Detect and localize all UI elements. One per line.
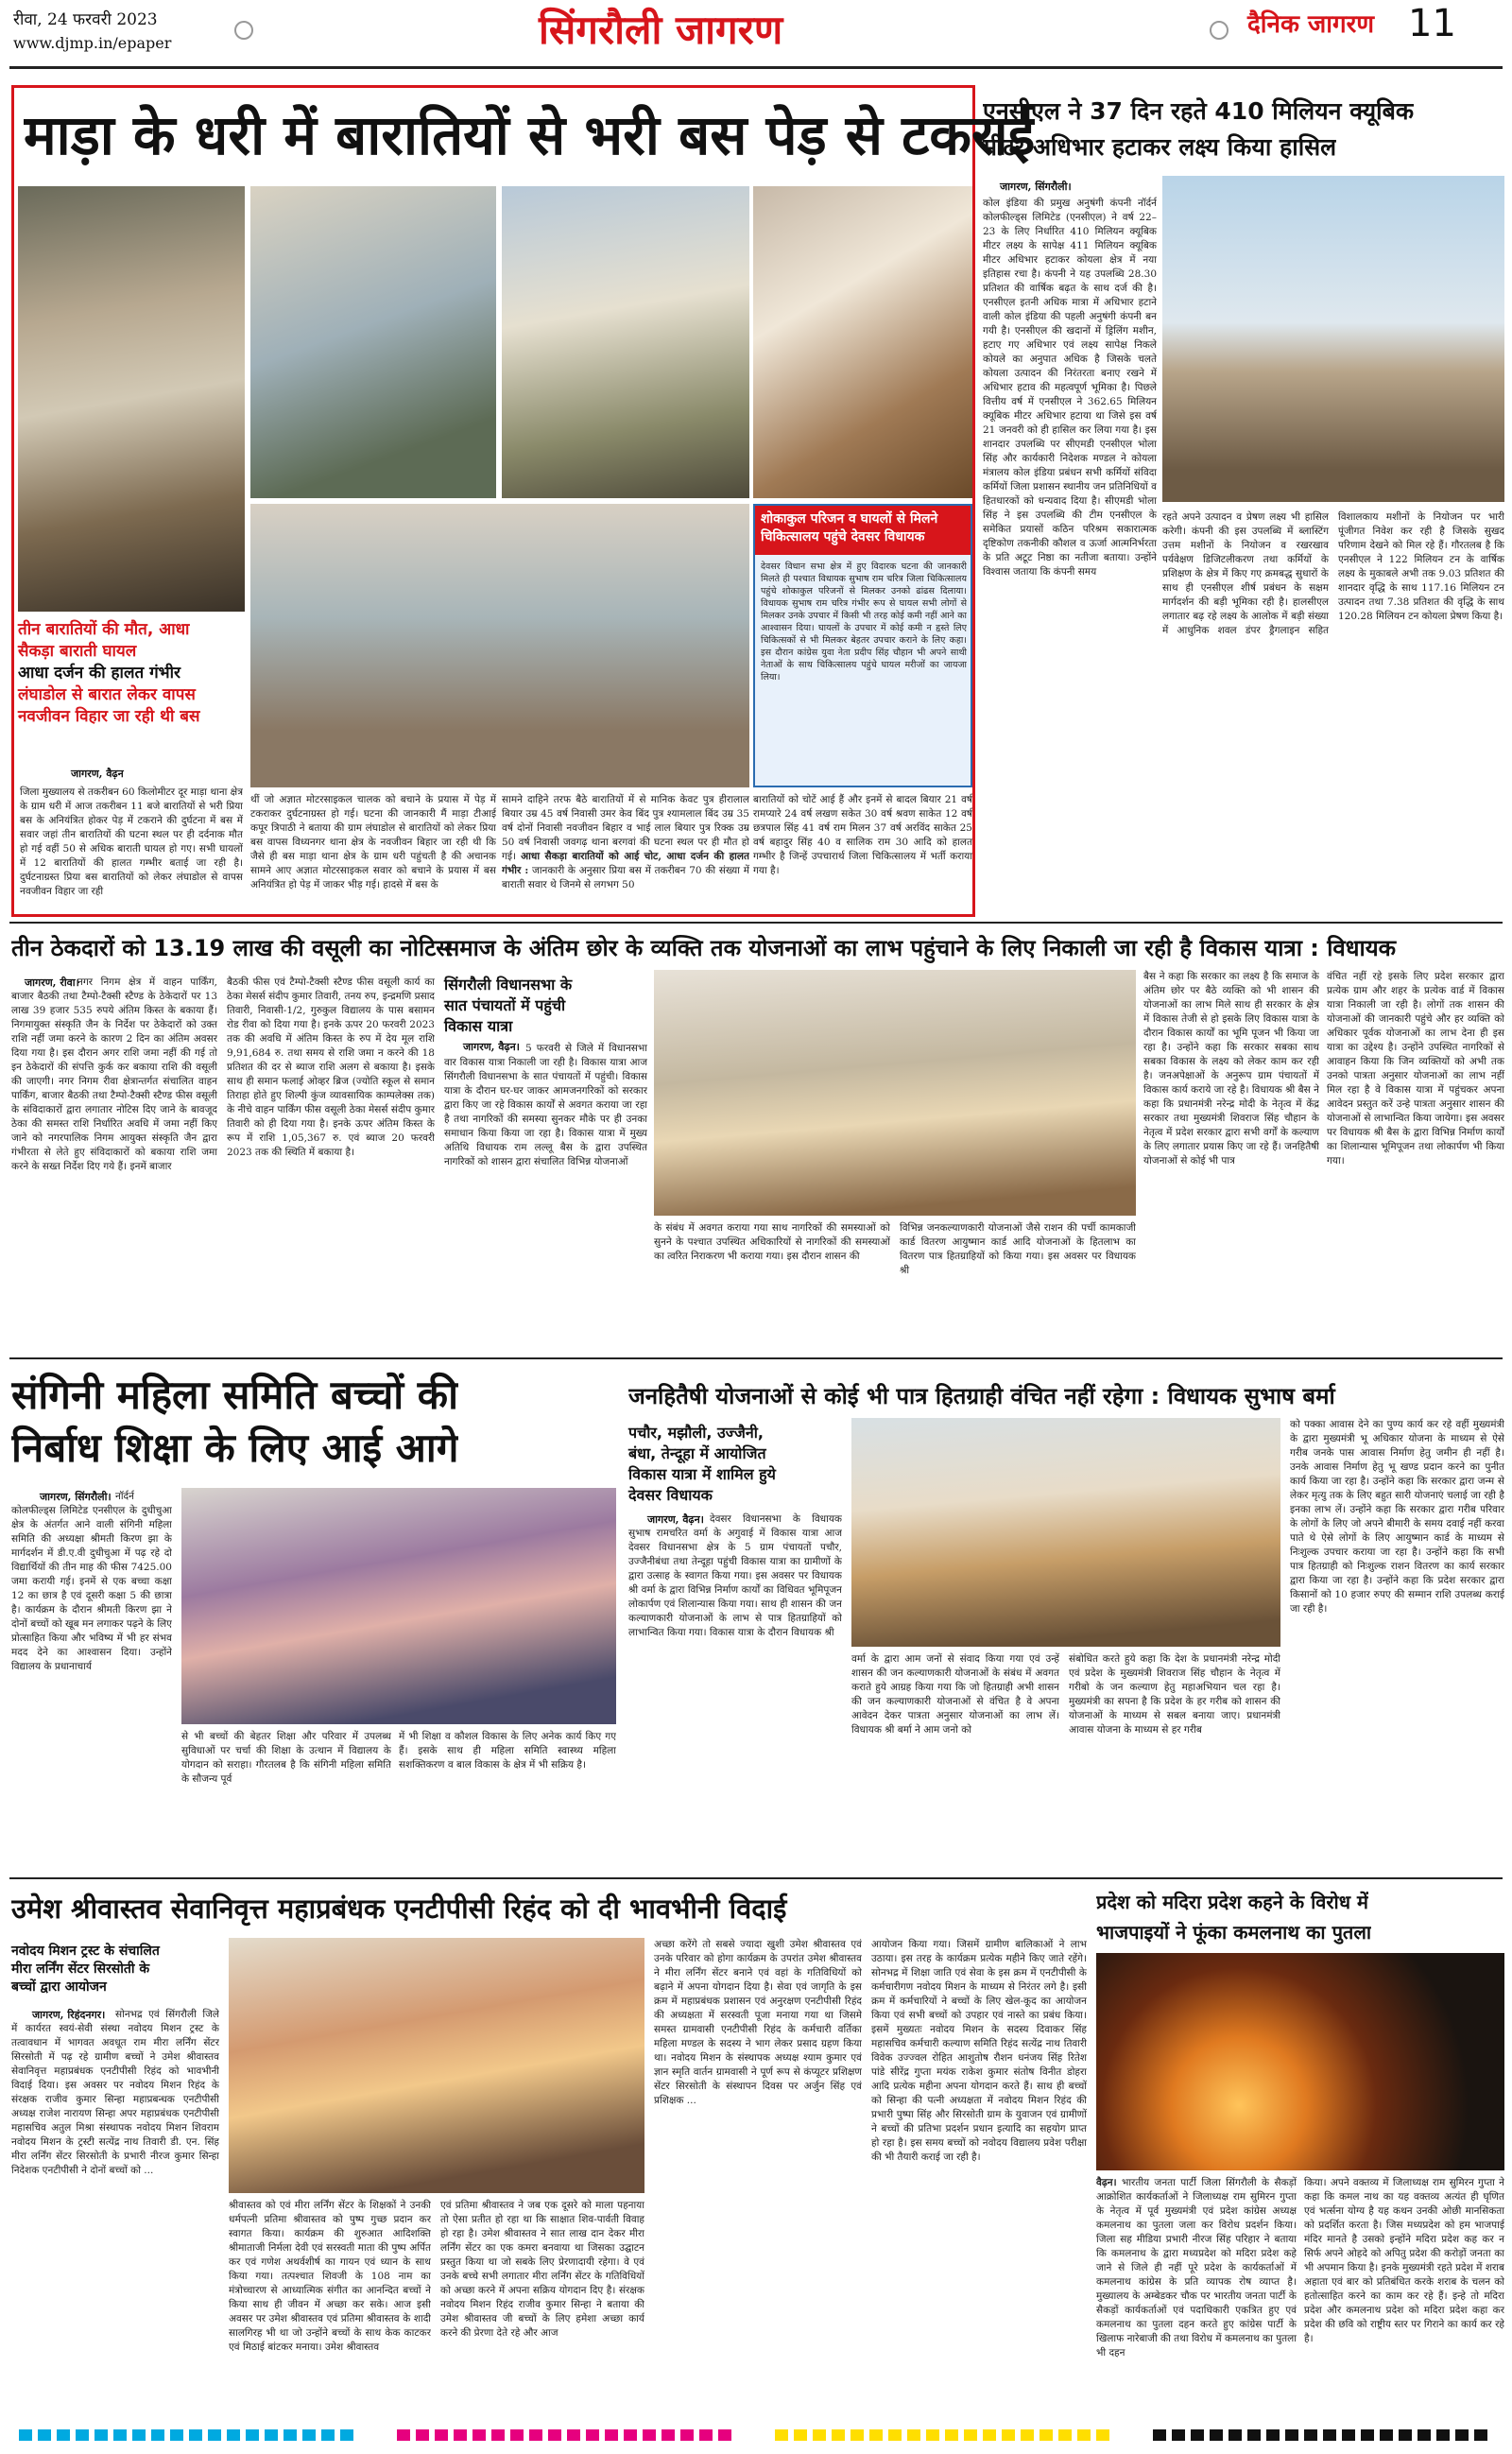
- subhead: [444, 974, 647, 1036]
- body-col3: एवं प्रतिमा श्रीवास्तव ने जब एक दूसरे को माला पहनाया तो ऐसा प्रतीत हो रहा था कि साक्षात शिव-पार्वती विवाह हो रहा है। उमेश श्रीवास्तव ने सात लाख दान देकर मीरा लर्निंग सेंटर का एक कमरा बनवाया था जिसका उद्घाटन प्रस्तुत किया था जो सबके लिए प्रेरणादायी रहेगा। वे एवं उनके बच्चे सभी लगातार मीरा लर्निंग सेंटर के गतिविधियों को अच्छा करने में अपना सक्रिय योगदान दिए है। संरक्षक नवोदय मिशन रिहंद राजीव कुमार सिन्हा ने बताया की उमेश श्रीवास्तव जी बच्चों के लिए हमेशा अच्छा कार्य करने की प्रेरणा देते रहे और आज: [440, 2200, 644, 2339]
- subhead-line4: देवसर विधायक: [628, 1486, 713, 1504]
- photo-hospital-ward: [753, 186, 972, 498]
- box-title: [755, 506, 971, 555]
- byline: जागरण, सिंगरौली।: [1000, 181, 1072, 193]
- color-swatch-cyan: [19, 2429, 359, 2441]
- color-swatch-black: [1153, 2429, 1493, 2441]
- headline: उमेश श्रीवास्तव सेवानिवृत्त महाप्रबंधक एनटीपीसी रिहंद को दी भावभीनी विदाई: [11, 1892, 787, 1925]
- body-col3b-text: जानकारी के अनुसार प्रिया बस में तकरीबन 70 की संख्या में बाराती सवार थे जिनमे से लगभग 50: [502, 865, 749, 890]
- print-color-bar: [0, 2416, 1512, 2454]
- body-col4: अच्छा करेंगे तो सबसे ज्यादा खुशी उमेश श्रीवास्तव एवं उनके परिवार को होगा कार्यक्रम के उपरांत उमेश श्रीवास्तव ने मीरा लर्निंग सेंटर बनाने एवं वहां के गतिविधियों को बढ़ाने में अपना योगदान दिया है। सेवा एवं जागृति के इस क्रम में महाप्रबंधक प्रशासन एवं अनुरक्षण एनटीपीसी रिहंद की अध्यक्षता में सरस्वती पूजा मनाया गया था जिसमे समस्त ग्रामवासी एनटीपीसी रिहंद के कर्मचारी वर्तिका महिला मण्डल के सदस्य ने भाग लेकर प्रसाद ग्रहण किया था। नवोदय मिशन के संस्थापक अध्यक्ष श्याम कुमार एवं ज्ञान स्मृति वार्तन ग्रामवासी ने पूर्ण रूप से कंप्यूटर प्रशिक्षण सेंटर सिरसोती के संस्थापन दिवस पर अर्जुन सिंह एवं प्रशिक्षक ...: [654, 1939, 862, 2106]
- subhead-line1: पचौर, मझौली, उज्जैनी,: [628, 1424, 764, 1442]
- byline: जागरण, वैढ़न: [71, 768, 124, 780]
- subhead-line2: मीरा लर्निंग सेंटर सिरसोती के: [11, 1961, 150, 1977]
- photo-farewell-couple: [229, 1938, 644, 2193]
- body-col1: सोनभद्र एवं सिंगरौली जिले में कार्यरत स्वयं-सेवी संस्था नवोदय मिशन ट्रस्ट के तत्वावधान में भागवत अवधूत राम मीरा लर्निंग सेंटर सिरसोती में पढ़ रहे ग्रामीण बच्चों ने उमेश श्रीवास्तव सेवानिवृत्त महाप्रबंधक एनटीपीसी रिहंद को भावभीनी विदाई दिया। इस अवसर पर नवोदय मिशन रिहंद के संरक्षक राजीव कुमार सिन्हा महाप्रबन्धक एनटीपीसी अध्यक्ष राजेश नारायण सिन्हा अपर महाप्रबंधक एनटीपीसी महासचिव अतुल मिश्रा संस्थापक नवोदय मिशन शिवराम नवोदय मिशन के ट्रस्टी सत्येंद्र नाथ तिवारी डी. एन. सिंह मीरा लर्निंग सेंटर सिरसोती के प्रभारी नीरज कुमार सिन्हा निदेशक एनटीपीसी ने दोनों बच्चों को ...: [11, 2009, 219, 2176]
- body-col1: नॉर्दर्न कोलफील्ड्स लिमिटेड एनसीएल के दुधीचुआ क्षेत्र के अंतर्गत आने वाली संगिनी महिला समिति की अध्यक्षा श्रीमती किरण झा के मार्गदर्शन में डी.ए.वी दुधीचुआ में पढ़ रहे दो विद्यार्थियों की तीन माह की फीस 7425.00 जमा करायी गई। इनमें से एक बच्चा कक्षा 12 का छात्र है एवं दूसरी कक्षा 5 की छात्रा है। कार्यक्रम के दौरान श्रीमती किरण झा ने दोनों बच्चों को खूब मन लगाकर पढ़ने के लिए प्रोत्साहित किया और भविष्य में भी हर संभव मदद देने का आश्वासन दिया। उन्होंने विद्यालय के प्रधानाचार्य: [11, 1491, 172, 1672]
- body-col1: 5 फरवरी से जिले में विधानसभा वार विकास यात्रा निकाली जा रही है। विकास यात्रा आज सिंगरौली विधानसभा के सात पंचायतों में पहुंची। विकास यात्रा के दौरान घर-घर जाकर आमजनगरिकों को सरकार द्वारा किए जा रहे विकास कार्यों से अवगत कराया जा रहा है तथा नागरिकों की समस्या सुनकर मौके पर ही उनका समाधान किया किया जा रहा है। विकास यात्रा में मुख्य अतिथि विधायक राम लल्लू बैस के द्वारा उपस्थित नागरिकों को शासन द्वारा संचालित विभिन्न योजनाओं: [444, 1043, 647, 1167]
- headline: जनहितैषी योजनाओं से कोई भी पात्र हितग्राही वंचित नहीं रहेगा : विधायक सुभाष बर्मा: [628, 1383, 1335, 1409]
- box-title-line1: शोकाकुल परिजन व घायलों से मिलने: [761, 511, 938, 527]
- body-col2: वर्मा के द्वारा आम जनों से संवाद किया गया एवं उन्हें शासन की जन कल्याणकारी योजनाओं के संबंध में अवगत कराते हुये आग्रह किया गया कि जो हितग्राही अभी शासन की जन कल्याणकारी योजनाओं से वंचित है वे अपना आवेदन देकर पात्रता अनुसार योजनाओं का लाभ लें। विधायक श्री बर्मा ने आम जनो को: [851, 1653, 1059, 1736]
- photo-effigy-fire: [1096, 1953, 1504, 2170]
- headline: तीन ठेकदारों को 13.19 लाख की वसूली का नोटिस: [11, 935, 452, 961]
- body-col2: बैठकी फीस एवं टैम्पो-टैक्सी स्टैण्ड फीस वसूली कार्य का ठेका मेसर्स संदीप कुमार तिवारी, तनय रुप, इन्द्रमणि प्रसाद तिवारी, निवासी-1/2, गुरुकुल विद्यालय के पास बसामन रोड रीवा को दिया गया है। इनके ऊपर 20 फरवरी 2023 तक की अवधि में अंतिम किस्त के रुप में देय मूल राशि 9,91,684 रु. तथा समय से राशि जमा न करने की 18 प्रतिशत की दर से ब्याज राशि अलग से बकाया है। इसके साथ ही समान फलाई ओव्हर ब्रिज (ज्योति स्कूल से समान तिराहा होते हुए शिल्पी कुंज व्यावसायिक काम्पलेक्स तक) के नीचे वाहन पार्किंग फीस वसूली ठेका मेसर्स संदीप कुमार तिवारी को ही दिया गया है। इनके ऊपर अंतिम किस्त के रूप में राशि 1,05,367 रु. एवं ब्याज 20 फरवरी 2023 तक की स्थिति में बकाया है।: [227, 976, 435, 1158]
- color-swatch-magenta: [397, 2429, 737, 2441]
- subhead-line3: विकास यात्रा: [444, 1017, 513, 1035]
- photo-sangini-group: [181, 1488, 616, 1724]
- kicker-line3: आधा दर्जन की हालत गंभीर: [18, 664, 180, 683]
- body-col3: संबोधित करते हुये कहा कि देश के प्रधानमंत्री नरेन्द्र मोदी एवं प्रदेश के मुख्यमंत्री शिवराज सिंह चौहान के नेतृत्व में गरीबो के जन कल्याण हेतु महाअभियान चल रहा है। मुख्यमंत्री का सपना है कि प्रदेश के हर गरीब को शासन की योजनाओं के माध्यम से सबल बनाया जाए। प्रधानमंत्री आवास योजना के माध्यम से हर गरीब: [1069, 1653, 1280, 1736]
- body-col1: जिला मुख्यालय से तकरीबन 60 किलोमीटर दूर माड़ा थाना क्षेत्र के ग्राम धरी में आज तकरीबन 11 बजे बारातियों से भरी प्रिया बस के अनियंत्रित होकर पेड़ में टकराने की दुर्घटना में बस में सवार जहां तीन बारातियों की घटना स्थल पर ही दर्दनाक मौत हो गई वहीं 50 से अधिक बाराती घायल हो गए। सभी घायलों में 12 बारातियों की हालत गम्भीर बताई जा रही है। दुर्घटनाग्रस्त प्रिया बस बारातियों को लेकर लंघाडोल से वापस नवजीवन विहार जा रही: [20, 786, 243, 897]
- subhead: [628, 1422, 842, 1505]
- body-col3: [502, 793, 749, 912]
- headline: समाज के अंतिम छोर के व्यक्ति तक योजनाओं का लाभ पहुंचाने के लिए निकाली जा रही है विकास यात्रा : विधायक: [444, 935, 1397, 961]
- masthead: [0, 0, 1512, 76]
- byline: जागरण, रीवा।: [25, 976, 79, 989]
- kicker-line5: नवजीवन विहार जा रही थी बस: [18, 707, 200, 726]
- sub-head: आधा सैकड़ा बारातियों को आई चोट, आधा दर्जन की हालत गंभीर :: [502, 851, 749, 876]
- subhead-line1: नवोदय मिशन ट्रस्ट के संचालित: [11, 1944, 160, 1959]
- story-sangini-samiti: [11, 1361, 616, 1872]
- headline: माड़ा के धरी में बारातियों से भरी बस पेड़ से टकराई: [24, 103, 1036, 167]
- headline-line2: मीटर अधिभार हटाकर लक्ष्य किया हासिल: [983, 133, 1337, 161]
- body-col1: नगर निगम क्षेत्र में वाहन पार्किंग, बाजार बैठकी तथा टैम्पो-टैक्सी स्टैण्ड के ठेकेदारों पर 13 लाख 39 हजार 535 रुपये अंतिम किस्त के बकाया हैं। निगमायुक्त संस्कृति जैन के निर्देश पर ठेकेदारों को उक्त राशि नहीं जमा करने के कारण 2 दिन का अंतिम अवसर दिया गया है। इस दौरान अगर राशि जमा नहीं की गई तो इन ठेकेदारों की संपत्ति कुर्क कर बकाया राशि की वसूली की जाएगी। नगर निगम रीवा क्षेत्रान्तर्गत संचालित वाहन पार्किंग, बाजार बैठकी तथा टैम्पो-टैक्सी स्टैण्ड फीस वसूली के संविदाकारों द्वारा लगातार नोटिस दिए जाने के बावजूद ठेका की समस्त राशि निर्धारित अवधि में जमा नहीं किए जाने को नगरपालिक निगम आयुक्त संस्कृति जैन द्वारा गंभीरता से लेते हुए संविदाकारों को बकाया राशि जमा करने के सख्त निर्देश दिए गये हैं। इनमें बाजार: [11, 976, 217, 1172]
- body-col1: कोल इंडिया की प्रमुख अनुषंगी कंपनी नॉर्दर्न कोलफील्ड्स लिमिटेड (एनसीएल) ने वर्ष 22–23 के लिए निर्धारित 410 मिलियन क्यूबिक मीटर लक्ष्य के सापेक्ष 411 मिलियन क्यूबिक मीटर अधिभार हटाकर कोयला क्षेत्र में नया इतिहास रचा है। कंपनी ने यह उपलब्धि 28.30 प्रतिशत की वार्षिक बढ़त के साथ दर्ज की है। एनसीएल इतनी अधिक मात्रा में अधिभार हटाने वाली कोल इंडिया की पहली अनुषंगी कंपनी बन गयी है। एनसीएल की खदानों में ड्रिलिंग मशीन, हटाए गए अधिभार एवं लक्ष्य सापेक्ष निकले कोयले का अनुपात अधिक है जिसके चलते कोयला उत्पादन की निरंतरता बनाए रखने में अधिभार हटाव की महत्वपूर्ण भूमिका है। पिछले वित्तीय वर्ष में एनसीएल ने 362.65 मिलियन क्यूबिक मीटर अधिभार हटाया था जिसे इस वर्ष 21 जनवरी को ही हासिल कर लिया गया है। इस शानदार उपलब्धि पर सीएमडी एनसीएल भोला सिंह और कार्यकारी निदेशक मण्डल ने कोयला मंत्रालय कोल इंडिया प्रबंधन सभी कर्मियों संविदा कर्मियों जिला प्रशासन स्थानीय जन प्रतिनिधियों व हितधारकों को धन्यवाद दिया है। सीएमडी भोला सिंह ने इस उपलब्धि की टीम एनसीएल के समेकित प्रयासों कठिन परिश्रम सकारात्मक दृष्टिकोण तकनीकी कौशल व ऊर्जा आत्मनिर्भरता के प्रति अटूट निष्ठा का नतीजा बताया। उन्होंने विश्वास जताया कि कंपनी समय: [983, 198, 1157, 578]
- edition-title: सिंगरौली जागरण: [539, 7, 783, 53]
- body-col2: किया। अपने वक्तव्य में जिलाध्यक्ष राम सुमिरन गुप्ता ने कहा कि कमल नाथ का यह वक्तव्य अत्यंत ही घृणित एवं भर्त्सना योग्य है यह कथन उनकी ओछी मानसिकता को प्रदर्शित करता है। जिस मध्यप्रदेश को हम भाजपाई मंदिर मानते है उसको इन्होंने मदिरा प्रदेश कह कर न सिर्फ अपने ओहदे को अपितु प्रदेश की करोड़ों जनता का भी अपमान किया है। इनके मुख्यमंत्री रहते प्रदेश में शराब अहाता एवं बार को प्रतिबंधित करके शराब के चलन को हतोत्साहित करने का काम कर रहे हैं। इन्हे तो मदिरा प्रदेश और कमलनाथ प्रदेश को मदिरा प्रदेश कहा कर प्रदेश की छवि को राष्ट्रीय स्तर पर गिराने का कार्य कर रहे है।: [1304, 2177, 1504, 2344]
- body-col1: [1096, 2176, 1297, 2405]
- body-col4: बैस ने कहा कि सरकार का लक्ष्य है कि समाज के अंतिम छोर पर बैठे व्यक्ति को भी शासन की योजनाओं का लाभ मिले साथ ही सरकार के क्षेत्र में विकास तेजी से हो इसके लिए विकास यात्रा के दौरान विकास कार्यों का भूमि पूजन भी किया जा रहा है। उन्होंने कहा कि सरकार सबका साथ सबका विकास के लक्ष्य को लेकर काम कर रही है। जनअपेक्षाओं के अनुरूप ग्राम पंचायतों में विकास कार्य कराये जा रहे है। विधायक श्री बैस ने कहा कि प्रधानमंत्री नरेन्द्र मोदी के नेतृत्व में केंद्र सरकार तथा मुख्यमंत्री शिवराज सिंह चौहान के नेतृत्व में प्रदेश सरकार द्वारा सभी वर्गों के कल्याण के लिए लगातार प्रयास किए जा रहे हैं। जनहितैषी योजनाओं से कोई भी पात्र: [1143, 971, 1319, 1167]
- photo-wrecked-bus: [18, 186, 245, 612]
- box-title-line2: चिकित्सालय पहुंचे देवसर विधायक: [761, 529, 925, 544]
- kicker-line4: लंघाडोल से बारात लेकर वापस: [18, 685, 196, 704]
- byline: जागरण, सिंगरौली।: [40, 1491, 112, 1503]
- body-col2: रहते अपने उत्पादन व प्रेषण लक्ष्य भी हासिल करेगी। कंपनी की इस उपलब्धि में ब्लास्टिंग उत्तम मशीनों के नियोजन व रखरखाव पर्यवेक्षण डिजिटलीकरण तथा कर्मियों के प्रशिक्षण के क्षेत्र में किए गए क्रमबद्ध सुधारों के साथ ही एनसीएल शीर्ष प्रबंधन के सक्षम मार्गदर्शन की बड़ी भूमिका रही है। हालसीएल लगातार बढ़ रहे लक्ष्य के आलोक में बड़ी संख्या में आधुनिक शवल डंपर ड्रैगलाइन सहित विशालकाय मशीनों के नियोजन पर भारी पूंजीगत निवेश कर रही है जिसके सुखद परिणाम देखने को मिल रहे हैं। गौरतलब है कि एनसीएल ने 122 मिलियन टन के वार्षिक लक्ष्य के मुकाबले अभी तक 9.03 प्रतिशत की शानदार वृद्धि के साथ 117.16 मिलियन टन उत्पादन तथा 7.38 प्रतिशत की वृद्धि के साथ 120.28 मिलियन टन कोयला प्रेषण किया है।: [1162, 511, 1504, 636]
- body-col2: श्रीवास्तव को एवं मीरा लर्निंग सेंटर के शिक्षकों ने उनकी धर्मपत्नी प्रतिमा श्रीवास्तव को पुष्प गुच्छ प्रदान कर स्वागत किया। कार्यक्रम की शुरुआत आदिशक्ति श्रीमाताजी निर्मला देवी एवं सरस्वती माता की पुष्प अर्पित कर एवं गणेश अथर्वशीर्ष का गायन एवं ध्यान के साथ किया गया। तत्पश्चात शिवजी के 108 नाम का मंत्रोच्चारण से आध्यात्मिक संगीत का आनन्दित बच्चों ने किया साथ ही जीवन में अच्छा कर सके। आज इसी अवसर पर उमेश श्रीवास्तव एवं प्रतिमा श्रीवास्तव के शादी सालगिरह भी था जो उन्होंने बच्चों के साथ केक काटकर एवं मिठाई बांटकर मनाया। उमेश श्रीवास्तव: [229, 2200, 431, 2353]
- story-vikas-yatra: [444, 926, 1504, 1352]
- headline-line1: संगिनी महिला समिति बच्चों की: [11, 1372, 458, 1418]
- photo-vikas-yatra-meeting: [654, 970, 1136, 1216]
- website[interactable]: www.djmp.in/epaper: [13, 34, 172, 52]
- box-body: देवसर विधान सभा क्षेत्र में हुए विदारक घटना की जानकारी मिलते ही पश्चात विधायक सुभाष राम चरित्र जिला चिकित्सालय पहुंचे शोकाकुल परिजनों से मिलकर उनको ढांढस दिलाया। विधायक सुभाष राम चरित्र गंभीर रूप से घायल सभी लोगों से मिलकर उनके उपचार में किसी भी तरह कोई कमी नहीं आने का आश्वासन दिया। घायलों के उपचार में कोई कमी न हृस्ते लिए चिकित्सकों से भी मिलकर बेहतर उपचार कराने के लिए कहा। इस दौरान कांग्रेस युवा नेता प्रदीप सिंह चौहान भी अपने साथी नेताओं के साथ चिकित्सालय पहुंचे घायल मरीजों का जायजा लिया।: [761, 562, 967, 683]
- byline: जागरण, रिहंदनगर।: [32, 2009, 106, 2021]
- subhead-line3: विकास यात्रा में शामिल हुये: [628, 1465, 776, 1483]
- body-col1-text: भारतीय जनता पार्टी जिला सिंगरौली के सैकड़ों आक्रोशित कार्यकर्ताओं ने जिलाध्यक्ष राम सुमिरन गुप्ता के नेतृत्व में पूर्व मुख्यमंत्री एवं प्रदेश कांग्रेस अध्यक्ष कमलनाथ का पुतला जला कर विरोध प्रदर्शन किया। जिला सह मीडिया प्रभारी नीरज सिंह परिहार ने बताया कि कमलनाथ के द्वारा मध्यप्रदेश को मदिरा प्रदेश कहे जाने से जिले ही नहीं पूरे प्रदेश के कार्यकर्ताओं में कमलनाथ कांग्रेस के प्रति व्यापक रोष व्याप्त है। मुख्यालय के अम्बेडकर चौक पर भारतीय जनता पार्टी के सैकड़ों कार्यकर्ताओं एवं पदाधिकारी एकत्रित हुए एवं कमलनाथ का पुतला दहन करते हुए कांग्रेस पार्टी के खिलाफ नारेबाजी की तथा विरोध में कमलनाथ का पुतला भी दहन: [1096, 2177, 1297, 2359]
- subhead-line2: सात पंचायतों में पहुंची: [444, 996, 566, 1014]
- headline-line1: प्रदेश को मदिरा प्रदेश कहने के विरोध में: [1096, 1891, 1368, 1913]
- section-divider-1: [9, 922, 1503, 924]
- body-col2: थीं जो अज्ञात मोटरसाइकल चालक को बचाने के प्रयास में पेड़ में टकराकर दुर्घटनाग्रस्त हो गई। घटना की जानकारी मैं माड़ा टीआई कपूर त्रिपाठी ने बताया की ग्राम लंघाडोल से बारातियों को लेकर प्रिया बस वापस विध्यनगर थाना क्षेत्र के नवजीवन बिहार जा रही थी कि जैसे ही बस माड़ा थाना क्षेत्र के ग्राम धरी पहुंचती है की अचानक सामने आए अज्ञात मोटरसाइकल सवार को बचाने के प्रयास में बस अनियंत्रित हो पेड़ में जाकर भीड़ गई। हादसे में बस के: [250, 794, 496, 890]
- body-col5: वंचित नहीं रहे इसके लिए प्रदेश सरकार द्वारा प्रत्येक ग्राम और शहर के प्रत्येक वार्ड में विकास यात्रा निकाली जा रही है। लोगों तक शासन की योजनाओं की जानकारी पहुंचे और हर व्यक्ति को अधिकार पूर्वक योजनाओं का लाभ देना ही इस यात्रा का उद्देश्य है। उन्होंने उपस्थित नागरिकों से आवाहन किया कि जिन व्यक्तियों को अभी तक उनको पात्रता अनुसार योजनाओं का लाभ नहीं मिल रहा है वे विकास यात्रा में पहुंचकर अपना आवेदन प्रस्तुत करें उन्हे पात्रता अनुसार शासन की योजनाओं से लाभान्वित किया जायेगा। इस अवसर पर विधायक श्री बैस के द्वारा विभिन्न निर्माण कार्यों का शिलान्यास भूमिपूजन तथा लोकार्पण भी किया गया।: [1327, 971, 1504, 1167]
- section-divider-3: [9, 1877, 1503, 1879]
- cmyk-target-left: [234, 21, 253, 40]
- cmyk-target-right: [1210, 21, 1228, 40]
- body-col4: को पक्का आवास देने का पुण्य कार्य कर रहे वहीं मुख्यमंत्री के द्वारा मुख्यमंत्री भू अधिकार योजना के माध्यम से ऐसे गरीब जनके पास आवास निर्माण हेतु जमीन ही नहीं है। उनके आवास निर्माण हेतु भू खण्ड प्रदान करने का पुनीत कार्य किया जा रहा है। उन्होंने कहा कि सरकार द्वारा जन्म से लेकर मृत्यु तक के लिए बहुत सारी योजनाएं चलाई जा रही है इनका लाभ लें। उन्होंने कहा कि सरकार द्वारा गरीब परिवार के लोगों के लिए जो अपने बीमारी के समय दवाई नहीं करवा पाते थे ऐसे लोगों के लिए आयुष्मान कार्ड के माध्यम से निःशुल्क उपचार कराया जा रहा है। उन्होंने कहा कि सभी पात्र हितग्राही को निःशुल्क राशन वितरण का कार्य सरकार द्वारा किया जा रहा है। उन्होंने कहा कि प्रदेश सरकार द्वारा किसानों को 10 हजार रुपए की सम्मान राशि उपलब्ध कराई जा रही है।: [1290, 1419, 1504, 1615]
- story-ncl: [983, 85, 1504, 917]
- kicker-line2: सैकड़ा बाराती घायल: [18, 642, 137, 661]
- body-col5: आयोजन किया गया। जिसमें ग्रामीण बालिकाओं ने लाभ उठाया। इस तरह के कार्यक्रम प्रत्येक महीने किए जाते रहेंगे। सोनभद्र में शिक्षा जाति एवं सेवा के इस क्रम में एनटीपीसी के कर्मचारीगण नवोदय मिशन के माध्यम से निरंतर लगे है। इसी क्रम में कर्मचारियों ने बच्चों के लिए खेल-कूद का आयोजन किया एवं सभी बच्चों को उपहार एवं नास्ते का प्रबंध किया। इसमें मुख्यतः नवोदय मिशन के सदस्य दिवाकर सिंह महासचिव कर्मचारी कल्याण समिति रिहंद सत्येंद्र नाथ तिवारी विवेक उज्ज्वल रोहित आशुतोष रौशन धनंजय सिंह रितेश पांडे सीरेंद्र गुप्ता मयंक राकेश कुमार संतोष विनीत डोहरा आदि प्रत्येक महीना अपना योगदान करते हैं। साथ ही बच्चों को सिन्हा की पत्नी अध्यक्षता में नवोदय मिशन रिहंद की प्रभारी पुष्पा सिंह और सिरसोती ग्राम के युवाजन एवं ग्रामीणों ने बच्चों की प्रतिभा प्रदर्शन प्रधान इत्यादि का सहयोग प्राप्त हो रहा है। इस समय बच्चों को नवोदय विद्यालय प्रवेश परीक्षा की भी तैयारी कराई जा रही है।: [871, 1939, 1087, 2163]
- body-col3: विभिन्न जनकल्याणकारी योजनाओं जैसे राशन की पर्ची कामकाजी कार्ड वितरण आयुष्मान कार्ड आदि योजनाओं के हितलाभ का वितरण पात्र हितग्राहियों को किया गया। इस अवसर पर विधायक श्री: [900, 1222, 1136, 1276]
- story-deosar-mla: [628, 1361, 1504, 1872]
- body-col4: बारातियों को चोटें आई हैं और इनमें से बादल बियार 21 वर्ष रामप्यारे 24 वर्ष लखण सकेत 30 वर्ष श्रवण साकेत 12 वर्ष छत्रपाल सिंह 41 वर्ष राम मिलन 37 वर्ष अरविंद साकेत 25 वर्ष बहादुर सिंह 40 व सालिक राम 30 आदि को हालत गम्भीर है जिन्हें उपचारार्थ जिला चिकित्सालय में भर्ती कराया गया है।: [753, 794, 972, 876]
- body-col3-text: सामने दाहिने तरफ बैठे बारातियों में से मानिक केवट पुत्र हीरालाल बियार उम्र 45 वर्ष निवासी उमर केव बिंद पुत्र श्यामलाल बिंद उम्र 35 वर्ष दोनों निवासी नवजीवन बिहार व भाई लाल बियार पुत्र रिक्क उम्र 50 वर्ष निवासी जवगढ़ थाना बरगवां की घटना स्थल पर ही मौत हो गई।: [502, 794, 749, 862]
- dateline: रीवा, 24 फरवरी 2023: [13, 10, 158, 29]
- kicker-line1: तीन बारातियों की मौत, आधा: [18, 620, 190, 639]
- photo-injured-patients: [250, 186, 496, 498]
- paper-name: दैनिक जागरण: [1247, 10, 1375, 39]
- mla-visit-box: [753, 504, 972, 787]
- body-col2: से भी बच्चों की बेहतर शिक्षा और परिवार में उपलब्ध सुविधाओं पर चर्चा की शिक्षा के उत्थान में विद्यालय के योगदान को सराहा। गौरतलब है कि संगिनी महिला समिति के सौजन्य पूर्व: [181, 1731, 391, 1785]
- story-effigy-burning: [1096, 1881, 1504, 2411]
- subhead: [11, 1942, 219, 1996]
- photo-deosar-yatra: [851, 1418, 1280, 1647]
- body-col2: के संबंध में अवगत कराया गया साथ नागरिकों की समस्याओं को सुनने के पश्चात उपस्थित अधिकारियों से नागरिकों की समस्याओं का त्वरित निराकरण भी कराया गया। इस दौरान शासन की: [654, 1222, 890, 1262]
- headline-line2: निर्बाध शिक्षा के लिए आई आगे: [11, 1425, 459, 1471]
- page-number: 11: [1408, 2, 1456, 45]
- byline: वैढ़न।: [1096, 2177, 1117, 2188]
- masthead-rule: [9, 66, 1503, 69]
- accident-kicker: [18, 617, 245, 759]
- photo-ambulance: [502, 186, 749, 498]
- story-farewell: [11, 1881, 1087, 2411]
- body-col3: में भी शिक्षा व कौशल विकास के लिए अनेक कार्य किए गए हैं। इसके साथ ही महिला समिति स्वास्थ्य महिला सशक्तिकरण व बाल विकास के क्षेत्र में भी सक्रिय है।: [399, 1731, 616, 1771]
- subhead-line2: बंधा, तेन्दूहा में आयोजित: [628, 1444, 766, 1462]
- section-divider-2: [9, 1357, 1503, 1359]
- subhead-line3: बच्चों द्वारा आयोजन: [11, 1979, 107, 1995]
- byline: जागरण, वैढ़न।: [647, 1513, 704, 1526]
- color-swatch-yellow: [775, 2429, 1115, 2441]
- photo-mla-visit: [250, 504, 749, 787]
- photo-dragline-mine: [1162, 176, 1504, 502]
- body-col1: देवसर विधानसभा के विधायक सुभाष रामचरित वर्मा के अगुवाई में विकास यात्रा आज देवसर विधानसभा क्षेत्र के 5 ग्राम पंचायतों पचौर, उज्जैनीबंधा तथा तेन्दूहा पहुंची विकास यात्रा का ग्रामीणों के द्वारा उत्साह के स्वागत किया गया। इस अवसर पर विधायक श्री वर्मा के द्वारा विभिन्न निर्माण कार्यों का विधिवत भूमिपूजन लोकार्पण एवं शिलान्यास किया गया। साथ ही शासन की जन कल्याणकारी योजनाओं के लाभ से पात्र हितग्राहियों को लाभान्वित किया गया। विकास यात्रा के दौरान विधायक श्री: [628, 1513, 842, 1638]
- headline-line2: भाजपाइयों ने फूंका कमलनाथ का पुतला: [1096, 1921, 1372, 1944]
- headline-line1: एनसीएल ने 37 दिन रहते 410 मिलियन क्यूबिक: [983, 97, 1415, 125]
- subhead-line1: सिंगरौली विधानसभा के: [444, 976, 573, 994]
- story-contractors-notice: [11, 926, 452, 1352]
- byline: जागरण, वैढ़न।: [463, 1041, 520, 1053]
